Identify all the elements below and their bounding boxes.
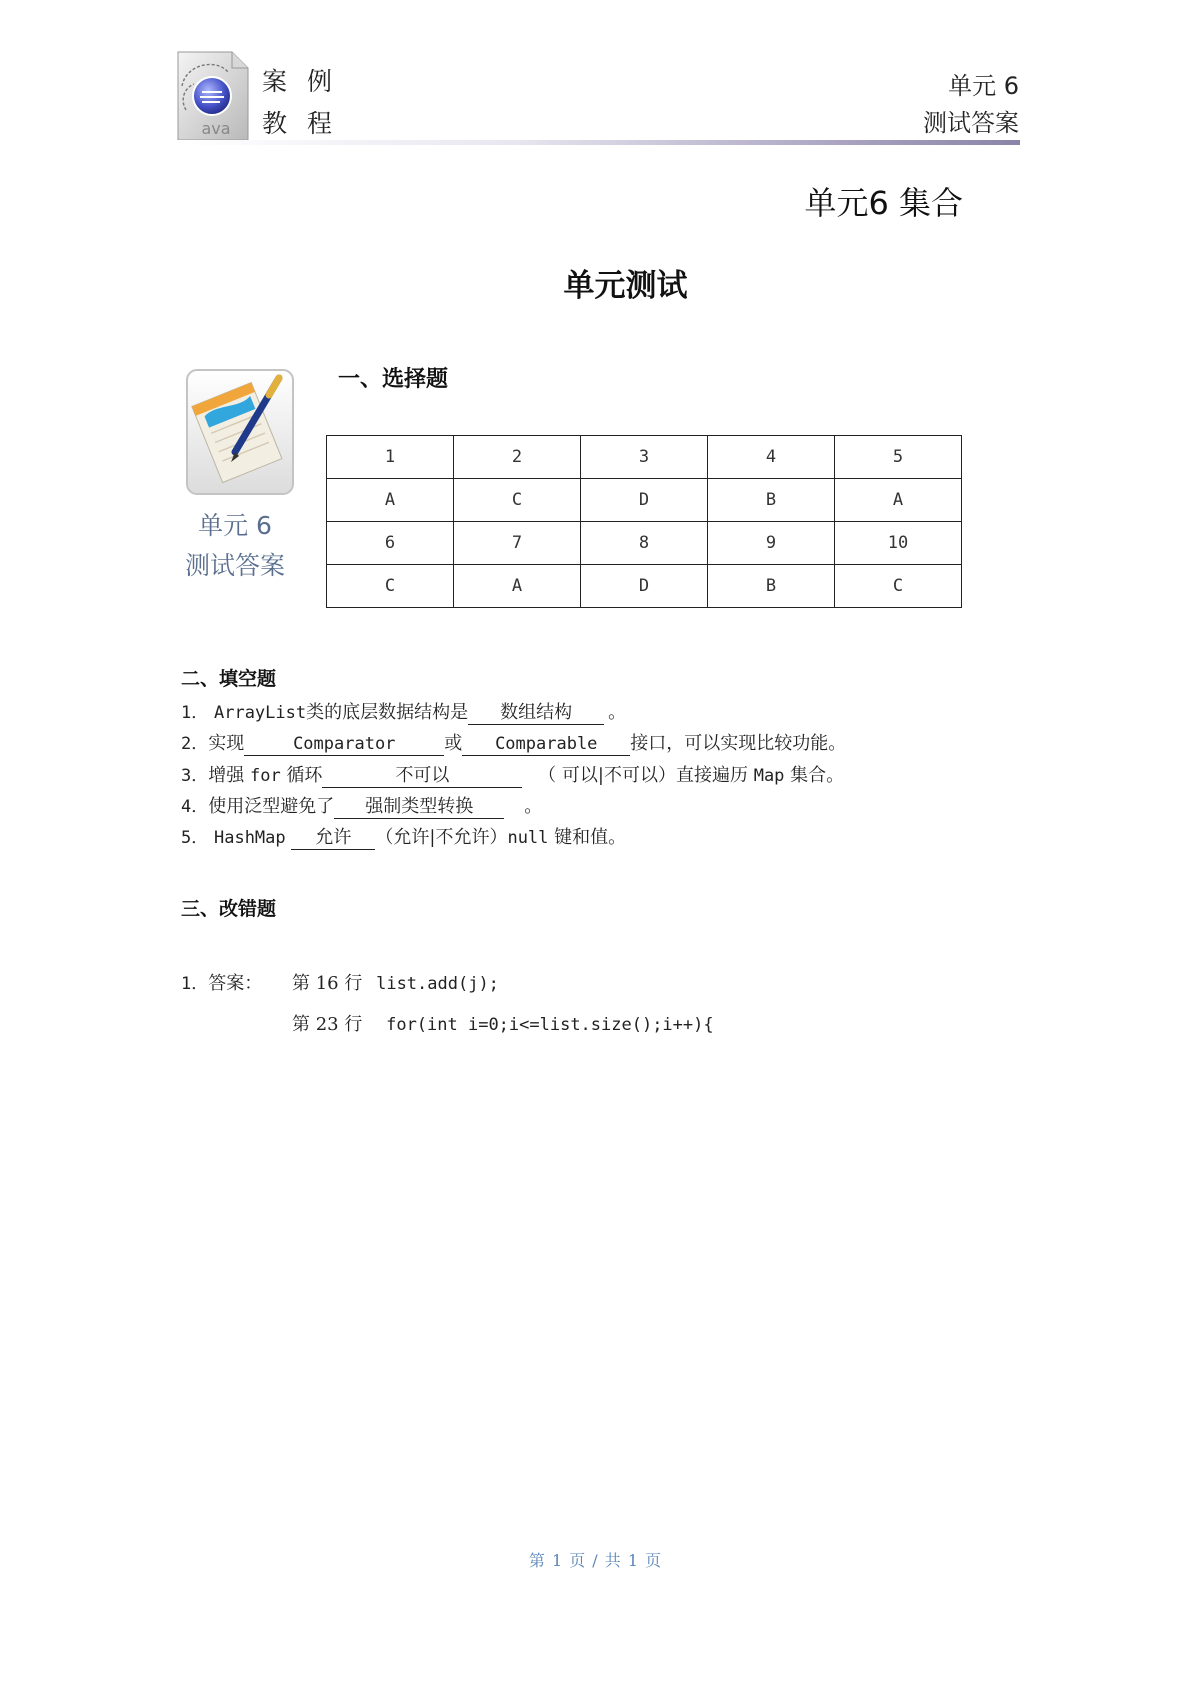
section-choice-title: 一、选择题	[338, 367, 449, 392]
table-cell: B	[708, 565, 835, 608]
fill-answer-4: 强制类型转换	[334, 796, 504, 819]
fill-answer-1: 数组结构	[468, 702, 604, 725]
table-cell: 10	[835, 522, 962, 565]
table-row	[327, 479, 962, 522]
svg-text:ava: ava	[201, 119, 231, 138]
table-cell: 7	[454, 522, 581, 565]
correction-answer-1: 1．答案：	[181, 973, 263, 994]
table-cell: 1	[327, 436, 454, 479]
java-logo-icon	[176, 50, 250, 142]
section-fill-title: 二、填空题	[181, 668, 277, 690]
table-cell: B	[708, 479, 835, 522]
choice-answers-table	[326, 435, 962, 608]
table-cell: 4	[708, 436, 835, 479]
table-cell: A	[454, 565, 581, 608]
section-correction-title: 三、改错题	[181, 898, 277, 920]
fill-question-2: 2．实现 Comparator 或 Comparable 接口，可以实现比较功能。	[181, 733, 847, 754]
fill-answer-3: 不可以	[322, 765, 522, 788]
fill-answer-5: 允许	[291, 827, 375, 850]
fill-question-1: 1． ArrayList类的底层数据结构是 数组结构 。	[181, 702, 627, 723]
header-left-line1: 案 例	[262, 67, 338, 96]
notepad-pen-icon	[183, 366, 301, 502]
table-cell: 6	[327, 522, 454, 565]
table-cell: D	[581, 565, 708, 608]
table-cell: 5	[835, 436, 962, 479]
table-cell: A	[835, 479, 962, 522]
header-left-line2: 教 程	[262, 109, 338, 138]
table-cell: A	[327, 479, 454, 522]
badge-answer-label: 测试答案	[184, 551, 285, 580]
table-cell: C	[327, 565, 454, 608]
table-cell: 2	[454, 436, 581, 479]
fill-question-3: 3．增强 for 循环 不可以 （ 可以|不可以）直接遍历 Map 集合。	[181, 765, 845, 786]
fill-question-5: 5． HashMap 允许 （允许|不允许）null 键和值。	[181, 827, 627, 848]
header-unit: 单元 6	[948, 72, 1019, 100]
table-cell: 3	[581, 436, 708, 479]
correction-line-16: 第 16 行 list.add(j);	[292, 973, 499, 994]
table-cell: C	[454, 479, 581, 522]
fill-answer-2b: Comparable	[462, 733, 630, 756]
table-cell: 8	[581, 522, 708, 565]
page-title: 单元测试	[563, 268, 688, 304]
unit-heading: 单元6 集合	[804, 184, 963, 222]
table-cell: D	[581, 479, 708, 522]
fill-answer-2a: Comparator	[244, 733, 444, 756]
table-row	[327, 436, 962, 479]
table-cell: 9	[708, 522, 835, 565]
table-row	[327, 522, 962, 565]
table-row	[327, 565, 962, 608]
table-cell: C	[835, 565, 962, 608]
header-subtitle: 测试答案	[923, 109, 1019, 137]
page-footer: 第 1 页 / 共 1 页	[528, 1551, 663, 1570]
fill-question-4: 4．使用泛型避免了 强制类型转换 。	[181, 796, 543, 817]
badge-unit-label: 单元 6	[198, 511, 272, 540]
correction-line-23: 第 23 行 for(int i=0;i<=list.size();i++){	[292, 1014, 714, 1035]
header-divider	[176, 140, 1020, 145]
